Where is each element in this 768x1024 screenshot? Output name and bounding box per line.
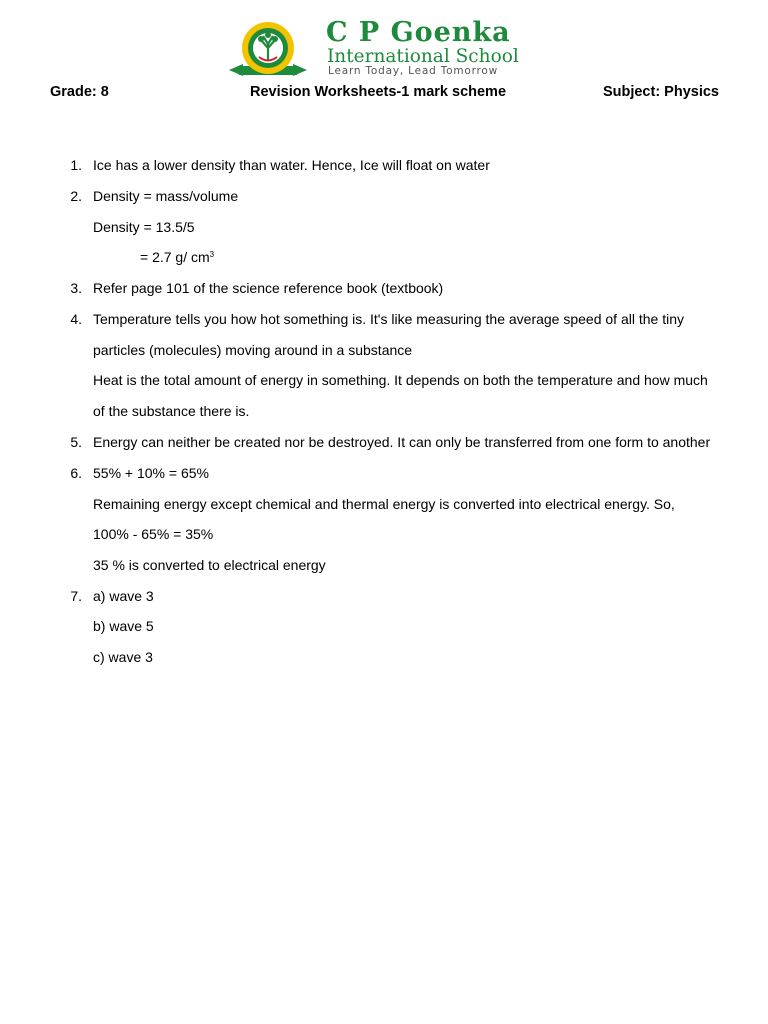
subject-label: Subject: Physics xyxy=(602,84,719,100)
answer-6-number: 6. xyxy=(70,465,82,481)
document-title: Revision Worksheets-1 mark scheme xyxy=(250,84,507,100)
answer-3-number: 3. xyxy=(70,280,82,296)
school-tagline: Learn Today, Lead Tomorrow xyxy=(328,65,499,77)
answer-2-exponent: 3 xyxy=(209,250,215,259)
answer-2-line-1: Density = mass/volume xyxy=(93,188,239,204)
answer-7-line-2: b) wave 5 xyxy=(93,618,154,634)
school-emblem-icon xyxy=(225,20,311,82)
answer-7-line-1: a) wave 3 xyxy=(93,588,154,604)
school-subtitle: International School xyxy=(327,46,519,67)
answer-2-line-3 xyxy=(140,248,214,266)
answer-4-line-4: of the substance there is. xyxy=(93,403,250,419)
answer-6-line-2: Remaining energy except chemical and thermal energy is converted into electrical energy. So, xyxy=(93,496,675,512)
answer-4-line-1: Temperature tells you how hot something is. It's like measuring the average speed of all the tiny xyxy=(93,311,684,327)
answer-1-number: 1. xyxy=(70,157,82,173)
school-logo xyxy=(211,15,551,81)
answer-2-result: = 2.7 g/ cm xyxy=(140,249,210,265)
answer-4-line-2: particles (molecules) moving around in a substance xyxy=(93,342,413,358)
grade-label: Grade: 8 xyxy=(50,84,109,100)
answer-1-text: Ice has a lower density than water. Hence, Ice will float on water xyxy=(93,157,490,173)
answer-3-text: Refer page 101 of the science reference book (textbook) xyxy=(93,280,444,296)
answer-7-number: 7. xyxy=(70,588,82,604)
answer-5-number: 5. xyxy=(70,434,82,450)
answer-6-line-3: 100% - 65% = 35% xyxy=(93,526,214,542)
answer-7-line-3: c) wave 3 xyxy=(93,649,153,665)
answer-5-text: Energy can neither be created nor be destroyed. It can only be transferred from one form to another xyxy=(93,434,711,450)
answer-2-line-2: Density = 13.5/5 xyxy=(93,219,195,235)
answer-6-line-1: 55% + 10% = 65% xyxy=(93,465,209,481)
answer-6-line-4: 35 % is converted to electrical energy xyxy=(93,557,326,573)
answer-4-line-3: Heat is the total amount of energy in something. It depends on both the temperature and how much xyxy=(93,372,708,388)
school-name: C P Goenka xyxy=(326,17,511,48)
answer-2-number: 2. xyxy=(70,188,82,204)
answer-4-number: 4. xyxy=(70,311,82,327)
